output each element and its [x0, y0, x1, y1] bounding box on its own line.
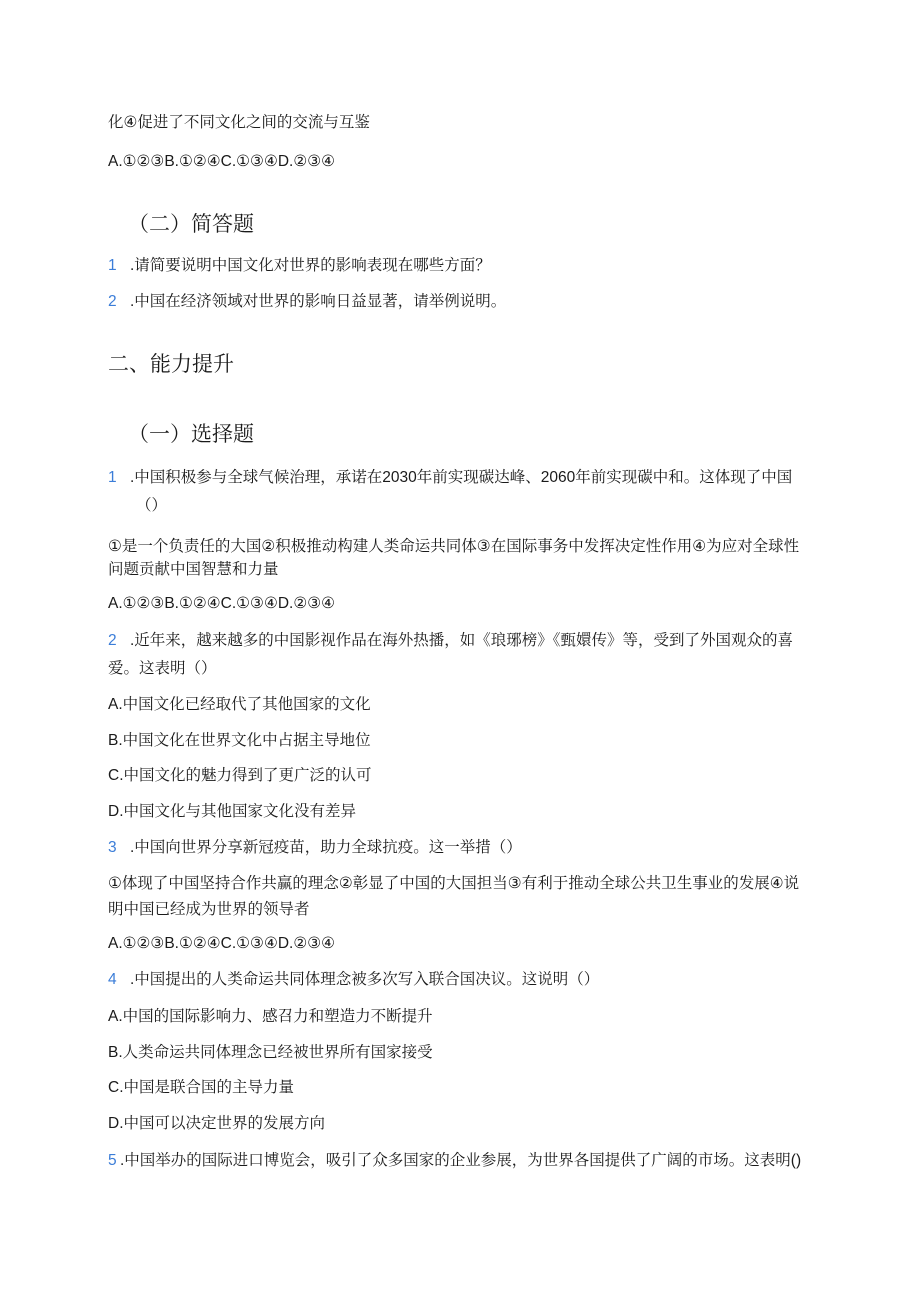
part-heading: 二、能力提升	[108, 353, 234, 376]
question-number: 1	[108, 257, 117, 274]
option-b: B.中国文化在世界文化中占据主导地位	[108, 732, 371, 749]
option-a: A.中国文化已经取代了其他国家的文化	[108, 696, 371, 713]
continued-statement: 化④促进了不同文化之间的交流与互鉴	[108, 114, 370, 131]
question-number: 3	[108, 839, 117, 856]
statement-list-cont: 问题贡献中国智慧和力量	[108, 561, 279, 578]
question-text: .中国向世界分享新冠疫苗，助力全球抗疫。这一举措（）	[130, 839, 522, 856]
option-d: D.中国文化与其他国家文化没有差异	[108, 803, 357, 820]
question-text: .近年来，越来越多的中国影视作品在海外热播，如《琅琊榜》《甄嬛传》等，受到了外国观众的喜	[130, 632, 794, 649]
question-number: 5	[108, 1152, 117, 1169]
question-text: .中国积极参与全球气候治理，承诺在2030年前实现碳达峰、2060年前实现碳中和。这体现了中国	[130, 469, 793, 486]
question-number: 1	[108, 469, 117, 486]
answer-options: A.①②③B.①②④C.①③④D.②③④	[108, 595, 336, 612]
section-heading-short-answer: （二）简答题	[128, 213, 254, 236]
option-b: B.人类命运共同体理念已经被世界所有国家接受	[108, 1044, 433, 1061]
statement-list-cont: 明中国已经成为世界的领导者	[108, 901, 310, 918]
option-c: C.中国文化的魅力得到了更广泛的认可	[108, 767, 372, 784]
answer-options: A.①②③B.①②④C.①③④D.②③④	[108, 935, 336, 952]
statement-list: ①是一个负责任的大国②积极推动构建人类命运共同体③在国际事务中发挥决定性作用④为应对全球性	[108, 538, 800, 555]
question-text: .请简要说明中国文化对世界的影响表现在哪些方面？	[130, 257, 491, 274]
question-text: .中国在经济领域对世界的影响日益显著，请举例说明。	[130, 293, 507, 310]
question-text-cont: （）	[136, 497, 168, 514]
question-number: 4	[108, 971, 117, 988]
question-number: 2	[108, 632, 117, 649]
statement-list: ①体现了中国坚持合作共赢的理念②彰显了中国的大国担当③有利于推动全球公共卫生事业的发展④说	[108, 875, 800, 892]
section-heading-choice: （一）选择题	[128, 423, 254, 446]
answer-options: A.①②③B.①②④C.①③④D.②③④	[108, 153, 336, 170]
option-d: D.中国可以决定世界的发展方向	[108, 1115, 326, 1132]
question-text-cont: 爱。这表明（）	[108, 660, 217, 677]
question-text: .中国举办的国际进口博览会，吸引了众多国家的企业参展，为世界各国提供了广阔的市场。这表明()	[120, 1152, 802, 1169]
option-c: C.中国是联合国的主导力量	[108, 1079, 295, 1096]
question-number: 2	[108, 293, 117, 310]
question-text: .中国提出的人类命运共同体理念被多次写入联合国决议。这说明（）	[130, 971, 600, 988]
option-a: A.中国的国际影响力、感召力和塑造力不断提升	[108, 1008, 433, 1025]
